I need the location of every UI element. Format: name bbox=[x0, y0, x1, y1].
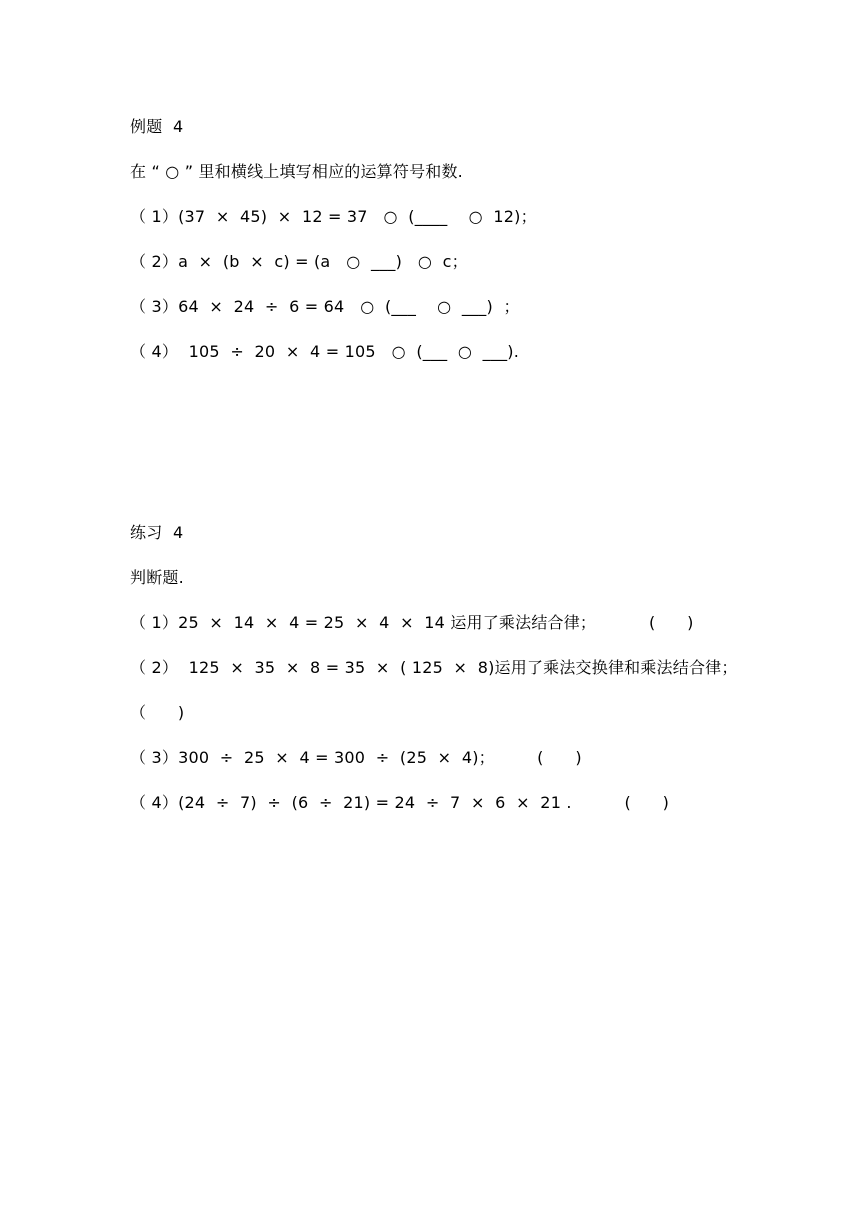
example-item-2: （ 2）a × (b × c) = (a ○ ___) ○ c； bbox=[130, 252, 468, 271]
practice-item-3: （ 3）300 ÷ 25 × 4 = 300 ÷ (25 × 4)； ( ) bbox=[130, 748, 582, 767]
example-item-3: （ 3）64 × 24 ÷ 6 = 64 ○ (___ ○ ___) ； bbox=[130, 297, 520, 316]
example-item-4: （ 4） 105 ÷ 20 × 4 = 105 ○ (___ ○ ___). bbox=[130, 342, 519, 361]
example-instruction: 在 “ ○ ” 里和横线上填写相应的运算符号和数. bbox=[130, 162, 463, 181]
practice-item-2: （ 2） 125 × 35 × 8 = 35 × ( 125 × 8)运用了乘法交换律和乘法结合律； bbox=[130, 658, 738, 677]
practice-heading: 练习 4 bbox=[130, 523, 184, 542]
practice-item-1: （ 1）25 × 14 × 4 = 25 × 4 × 14 运用了乘法结合律； ( ) bbox=[130, 613, 694, 632]
example-item-1: （ 1）(37 × 45) × 12 = 37 ○ (____ ○ 12)； bbox=[130, 207, 537, 226]
example-heading: 例题 4 bbox=[130, 117, 184, 136]
practice-instruction: 判断题. bbox=[130, 568, 184, 587]
practice-item-2-answer: （ ) bbox=[130, 703, 185, 722]
practice-item-4: （ 4）(24 ÷ 7) ÷ (6 ÷ 21) = 24 ÷ 7 × 6 × 21 . ( ) bbox=[130, 793, 670, 812]
